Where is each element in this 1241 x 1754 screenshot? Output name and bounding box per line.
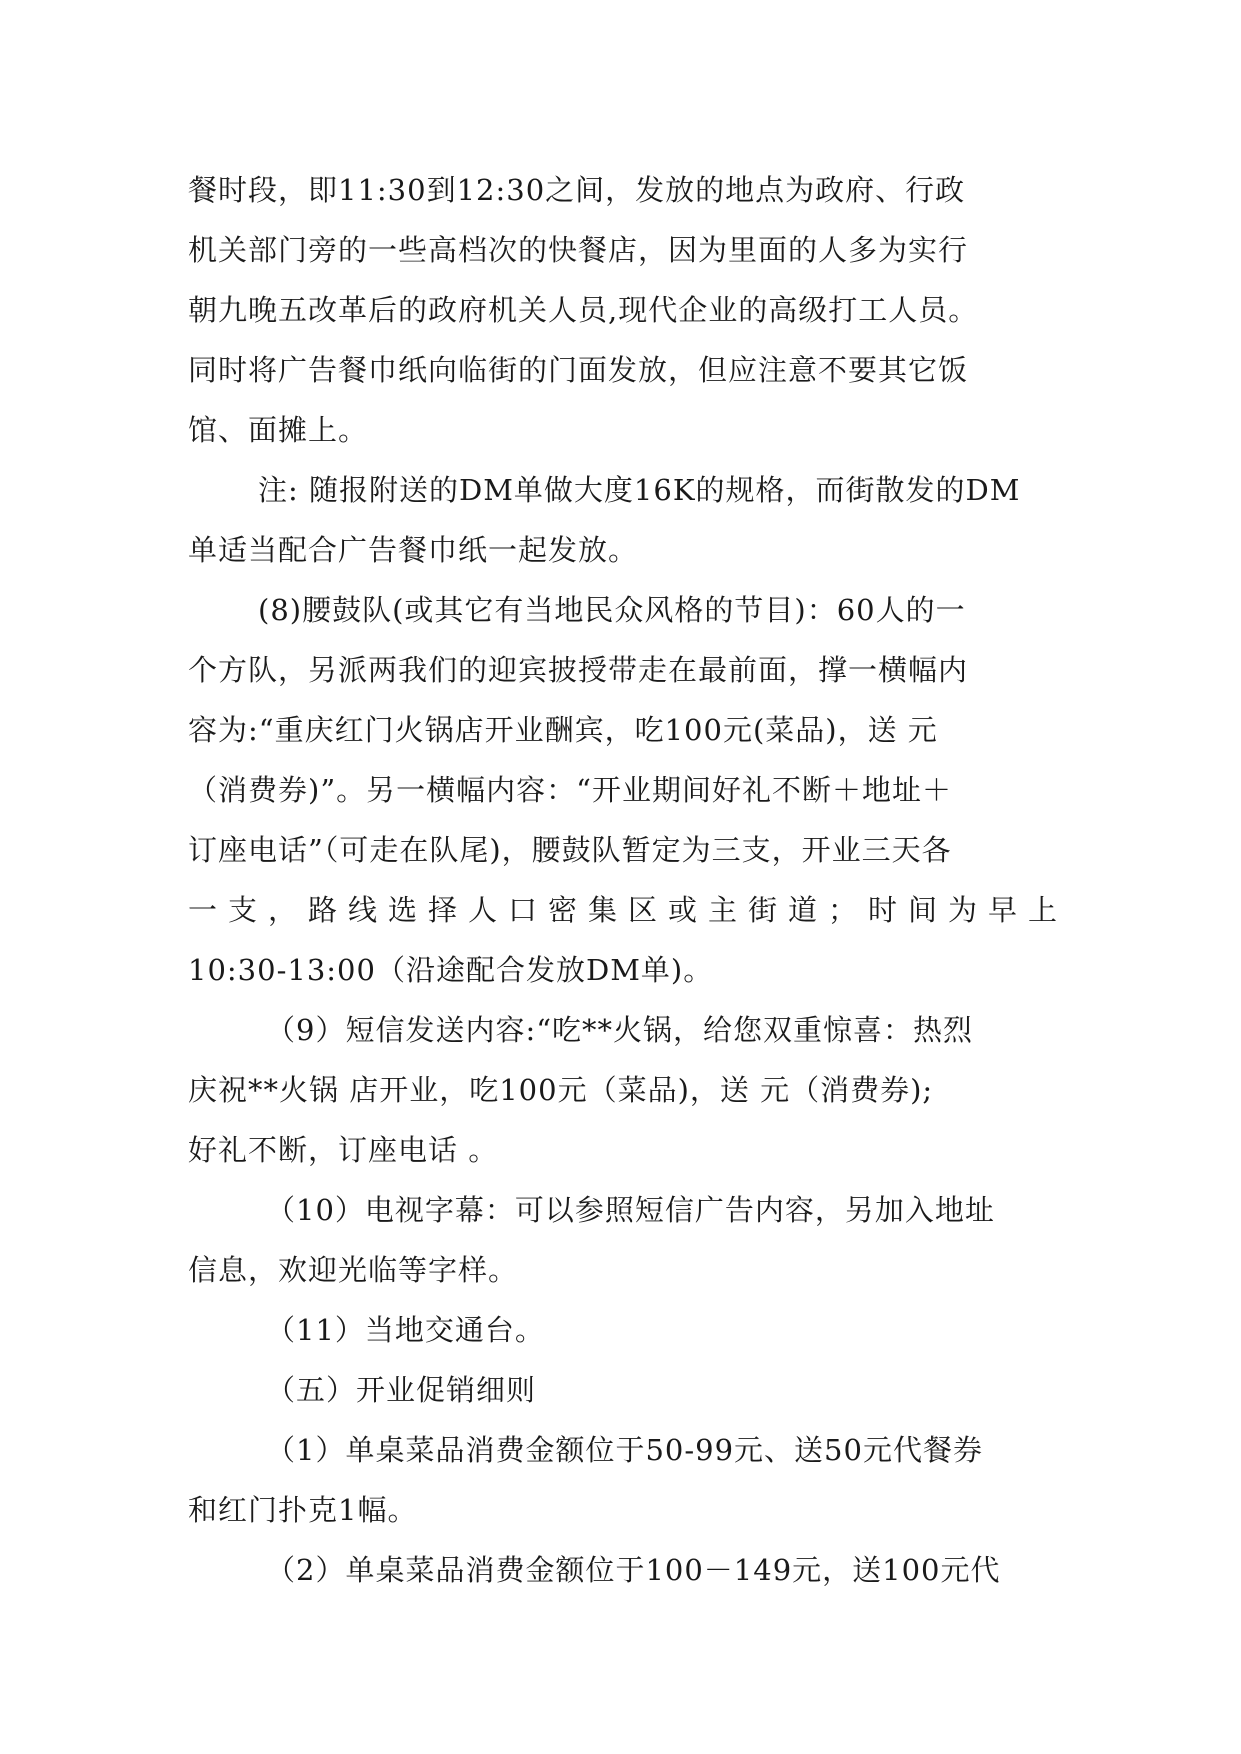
paragraph-rule-1 xyxy=(188,1420,1068,1540)
paragraph-lunch-distribution xyxy=(188,160,1068,460)
text-line: 庆祝**火锅 店开业，吃100元（菜品)，送 元（消费券); xyxy=(188,1073,934,1107)
paragraph-rule-2 xyxy=(188,1540,1068,1600)
paragraph-item-9-sms xyxy=(188,1000,1068,1180)
text-line: (8)腰鼓队(或其它有当地民众风格的节目)：60人的一 xyxy=(258,593,966,627)
text-line: 10:30-13:00（沿途配合发放DM单)。 xyxy=(188,953,714,987)
text-line: 和红门扑克1幅。 xyxy=(188,1493,418,1527)
text-line: 容为:“重庆红门火锅店开业酬宾，吃100元(菜品)，送 元 xyxy=(188,713,938,747)
text-line: 订座电话”（可走在队尾)，腰鼓队暂定为三支，开业三天各 xyxy=(188,833,952,867)
document-body xyxy=(188,160,1068,1600)
text-line: （10）电视字幕：可以参照短信广告内容，另加入地址 xyxy=(266,1193,995,1227)
text-line: 朝九晚五改革后的政府机关人员,现代企业的高级打工人员。 xyxy=(188,293,979,327)
text-line: 个方队，另派两我们的迎宾披授带走在最前面，撑一横幅内 xyxy=(188,653,969,687)
text-line: （2）单桌菜品消费金额位于100－149元，送100元代 xyxy=(266,1553,1001,1587)
text-line: 好礼不断，订座电话 。 xyxy=(188,1133,499,1167)
text-line: 同时将广告餐巾纸向临街的门面发放，但应注意不要其它饭 xyxy=(188,353,969,387)
text-line: 一支，路线选择人口密集区或主街道；时间为早上 xyxy=(188,893,1069,927)
text-line: （五）开业促销细则 xyxy=(266,1373,537,1407)
text-line: （1）单桌菜品消费金额位于50-99元、送50元代餐券 xyxy=(266,1433,983,1467)
text-line: （消费券)”。另一横幅内容：“开业期间好礼不断＋地址＋ xyxy=(188,773,952,807)
text-line: 信息，欢迎光临等字样。 xyxy=(188,1253,519,1287)
paragraph-item-10-tv xyxy=(188,1180,1068,1300)
paragraph-item-8-drum-team xyxy=(188,580,1068,1000)
text-line: 单适当配合广告餐巾纸一起发放。 xyxy=(188,533,639,567)
text-line: 注: 随报附送的DM单做大度16K的规格，而街散发的DM xyxy=(258,473,1021,507)
text-line: 机关部门旁的一些高档次的快餐店，因为里面的人多为实行 xyxy=(188,233,969,267)
paragraph-item-11-radio xyxy=(188,1300,1068,1360)
text-line: （11）当地交通台。 xyxy=(266,1313,545,1347)
text-line: 馆、面摊上。 xyxy=(188,413,369,447)
text-line: 餐时段，即11:30到12:30之间，发放的地点为政府、行政 xyxy=(188,173,966,207)
text-line: （9）短信发送内容:“吃**火锅，给您双重惊喜：热烈 xyxy=(266,1013,974,1047)
paragraph-note-dm xyxy=(188,460,1068,580)
section-heading-promotion xyxy=(188,1360,1068,1420)
